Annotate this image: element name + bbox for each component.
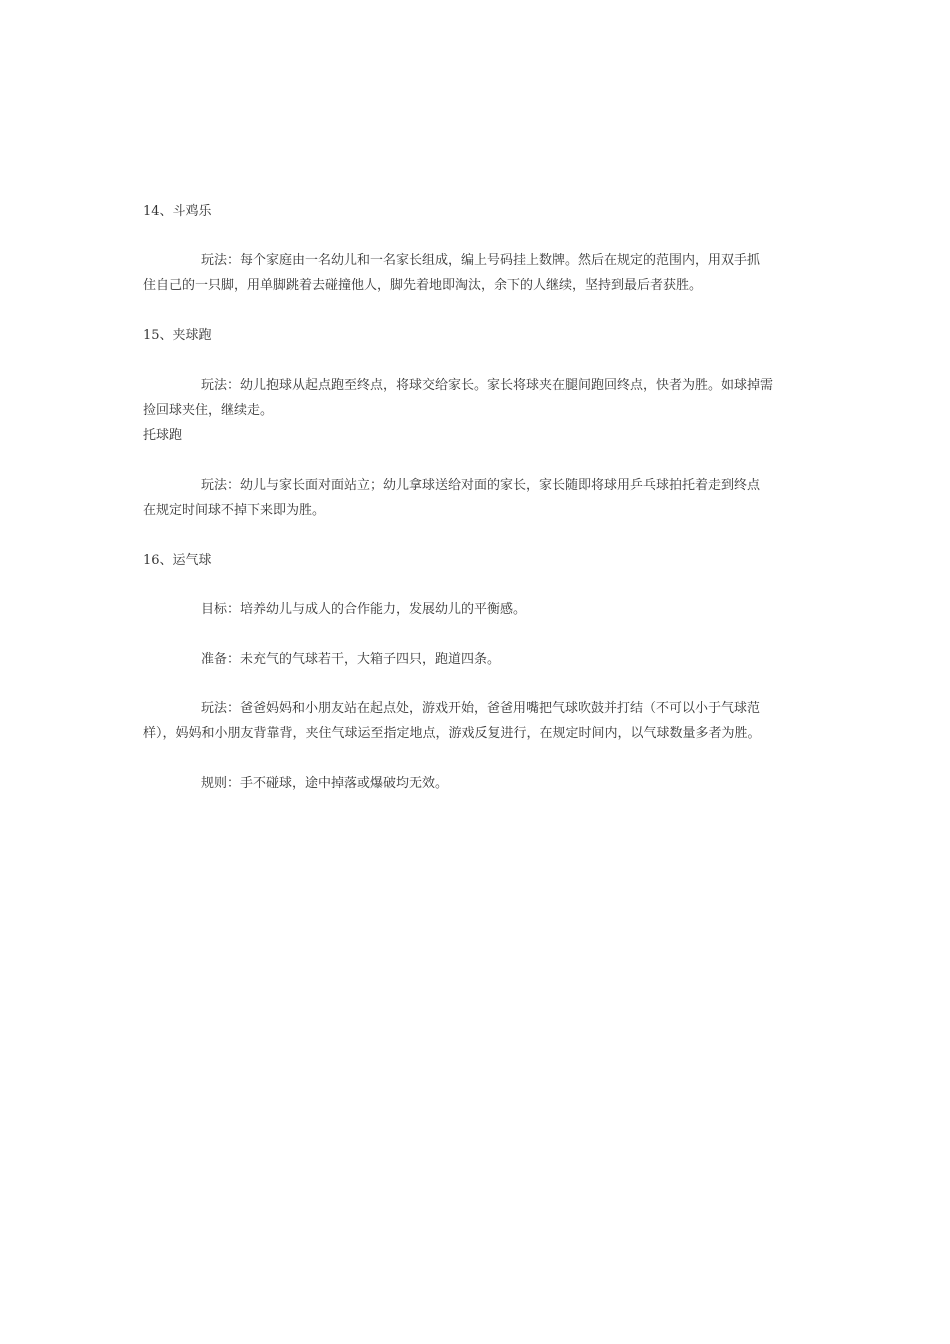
- paragraph-line: 玩法：幼儿与家长面对面站立；幼儿拿球送给对面的家长，家长随即将球用乒乓球拍托着走到终点: [201, 478, 761, 493]
- section-heading-16: 16、运气球: [143, 553, 212, 568]
- paragraph-line-play: 样），妈妈和小朋友背靠背，夹住气球运至指定地点，游戏反复进行，在规定时间内，以气球数量多者为胜。: [143, 726, 761, 741]
- paragraph-line: 捡回球夹住，继续走。: [143, 403, 274, 418]
- section-heading-15: 15、夹球跑: [143, 328, 212, 343]
- section-heading-14: 14、斗鸡乐: [143, 204, 212, 219]
- paragraph-line: 玩法：幼儿抱球从起点跑至终点，将球交给家长。家长将球夹在腿间跑回终点，快者为胜。如球掉需: [201, 378, 774, 393]
- section-heading-tuoqiupao: 托球跑: [143, 428, 183, 443]
- paragraph-line-goal: 目标：培养幼儿与成人的合作能力，发展幼儿的平衡感。: [201, 602, 527, 617]
- paragraph-line-play: 玩法：爸爸妈妈和小朋友站在起点处，游戏开始，爸爸用嘴把气球吹鼓并打结（不可以小于气球范: [201, 701, 761, 716]
- paragraph-line: 玩法：每个家庭由一名幼儿和一名家长组成，编上号码挂上数牌。然后在规定的范围内，用双手抓: [201, 253, 761, 268]
- paragraph-line-preparation: 准备：未充气的气球若干，大箱子四只，跑道四条。: [201, 652, 501, 667]
- paragraph-line: 在规定时间球不掉下来即为胜。: [143, 503, 326, 518]
- paragraph-line: 住自己的一只脚，用单脚跳着去碰撞他人，脚先着地即淘汰，余下的人继续，坚持到最后者获胜。: [143, 278, 703, 293]
- paragraph-line-rules: 规则：手不碰球，途中掉落或爆破均无效。: [201, 776, 449, 791]
